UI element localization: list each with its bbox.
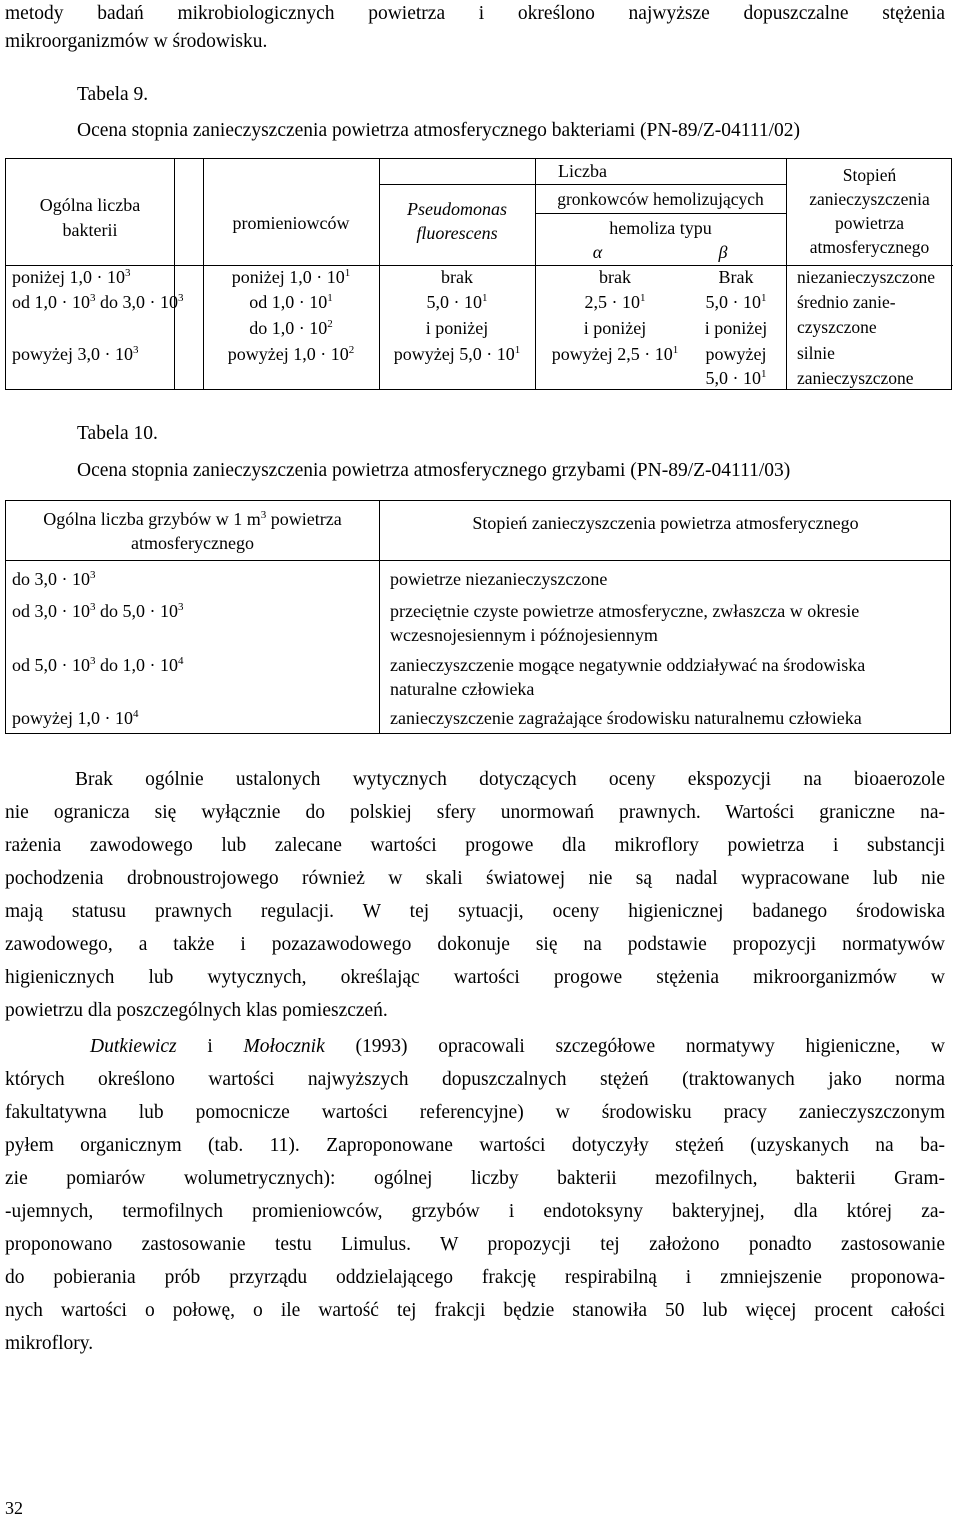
t9-stopien-row-2: średnio zanie- — [797, 292, 896, 312]
t9-header-total: Ogólna liczba bakterii — [39, 195, 141, 240]
t9-stopien-row-1: niezanieczyszczone — [797, 267, 935, 287]
p2-line: zie pomiarów wolumetrycznych): ogólnej liczby bakterii mezofilnych, bakterii Gram- — [5, 1168, 945, 1189]
t9-pseudo-row-3: i poniżej — [425, 318, 489, 338]
table9-label: Tabela 9. — [77, 84, 149, 105]
t9-prom-row-3: do $1,0 \cdot 10^2$ — [249, 318, 333, 338]
p2-line: mikroflory. — [5, 1333, 94, 1354]
t9-header-promieniowcow: promieniowców — [232, 213, 350, 233]
table10-label: Tabela 10. — [77, 423, 158, 444]
t9-stopien-row-5: zanieczyszczone — [797, 368, 914, 388]
p1-line: rażenia zawodowego lub zalecane wartości progowe dla mikroflory powietrza i substancji — [5, 835, 945, 856]
t9-pseudo-row-2: $5,0 \cdot 10^1$ — [426, 292, 488, 312]
t9-total-row-1: poniżej $1,0 \cdot 10^3$ — [12, 267, 131, 287]
t10-row-4-left: powyżej $1,0 \cdot 10^4$ — [12, 708, 139, 728]
t9-beta-row-1: Brak — [718, 267, 754, 287]
t9-header-stopien: Stopień zanieczyszczenia powietrza atmosferycznego — [809, 165, 930, 257]
t9-beta-row-2: $5,0 \cdot 10^1$ — [705, 292, 767, 312]
t10-row-1-right: powietrze niezanieczyszczone — [390, 569, 608, 589]
t9-total-row-3: powyżej $3,0 \cdot 10^3$ — [12, 344, 139, 364]
t9-pseudo-row-4: powyżej $5,0 \cdot 10^1$ — [393, 344, 521, 364]
t9-header-hemoliza: hemoliza typu — [609, 218, 712, 238]
table10 — [5, 500, 951, 734]
t9-beta-row-4: powyżej — [705, 344, 767, 364]
t9-beta-row-5: $5,0 \cdot 10^1$ — [705, 368, 767, 388]
t9-header-alpha: α — [592, 242, 603, 262]
t9-header-liczba: Liczba — [558, 161, 607, 181]
p2-line: proponowano zastosowanie testu Limulus. W propozycji tej założono ponadto zastosowanie — [5, 1234, 945, 1255]
t9-total-row-2: od $1,0 \cdot 10^3$ do $3,0 \cdot 10^3$ — [12, 292, 184, 312]
t10-row-3-left: od $5,0 \cdot 10^3$ do $1,0 \cdot 10^4$ — [12, 655, 184, 675]
p2-line: pyłem organicznym (tab. 11). Zaproponowane wartości dotyczyły stężeń (uzyskanych na ba- — [5, 1135, 945, 1156]
p2-line: fakultatywna lub pomocnicze wartości referencyjne) w środowisku pracy zanieczyszczonym — [5, 1102, 945, 1123]
p1-line: pochodzenia drobnoustrojowego również w skali światowej nie są nadal wypracowane lub nie — [5, 868, 945, 889]
p1-line: higienicznych lub wytycznych, określając wartości progowe stężenia mikroorganizmów w — [5, 967, 945, 988]
p1-line: Brak ogólnie ustalonych wytycznych dotyczących oceny ekspozycji na bioaerozole — [75, 769, 945, 790]
t10-row-4-right: zanieczyszczenie zagrażające środowisku naturalnemu człowieka — [390, 708, 862, 728]
t9-alpha-row-2: $2,5 \cdot 10^1$ — [584, 292, 646, 312]
p1-line: zawodowego, a także i pozazawodowego dokonuje się na podstawie propozycji normatywów — [5, 934, 945, 955]
t9-header-gronkowcow: gronkowców hemolizujących — [557, 189, 764, 209]
t9-pseudo-row-1: brak — [441, 267, 473, 287]
author-dutkiewicz: Dutkiewicz — [90, 1036, 177, 1057]
t9-alpha-row-1: brak — [599, 267, 631, 287]
author-molocznik: Mołocznik — [243, 1036, 325, 1057]
t9-alpha-row-4: powyżej $2,5 \cdot 10^1$ — [551, 344, 679, 364]
paragraph-2 — [5, 1030, 945, 1360]
p2-line: do pobierania prób przyrządu oddzielającego frakcję respirabilną i zmniejszenie proponowa- — [5, 1267, 945, 1288]
intro-line-2: mikroorganizmów w środowisku. — [5, 31, 268, 52]
table9 — [5, 158, 952, 390]
p1-line: powietrzu dla poszczególnych klas pomieszczeń. — [5, 1000, 388, 1021]
p2-line: których określono wartości najwyższych dopuszczalnych stężeń (traktowanych jako norma — [5, 1069, 945, 1090]
page-number: 32 — [5, 1498, 23, 1518]
p1-line: mają statusu prawnych regulacji. W tej sytuacji, oceny higienicznej badanego środowiska — [5, 901, 945, 922]
t10-row-3-right: zanieczyszczenie mogące negatywnie oddziaływać na środowiska naturalne człowieka — [390, 655, 866, 699]
t10-header-left: Ogólna liczba grzybów w 1 $m^3$ powietrza atmosferycznego — [43, 509, 342, 553]
t9-prom-row-1: poniżej $1,0 \cdot 10^1$ — [231, 267, 351, 287]
p1-line: nie ogranicza się wyłącznie do polskiej sfery unormowań prawnych. Wartości graniczne na- — [5, 802, 945, 823]
t9-beta-row-3: i poniżej — [704, 318, 768, 338]
table9-title: Ocena stopnia zanieczyszczenia powietrza atmosferycznego bakteriami (PN-89/Z-04111/02) — [77, 120, 800, 141]
t9-prom-row-4: powyżej $1,0 \cdot 10^2$ — [227, 344, 355, 364]
t9-alpha-row-3: i poniżej — [583, 318, 647, 338]
p2-line-1: Dutkiewicz i Mołocznik (1993) opracowali szczegółowe normatywy higieniczne, w — [90, 1036, 945, 1057]
t10-header-right: Stopień zanieczyszczenia powietrza atmosferycznego — [472, 513, 859, 533]
paragraph-1 — [5, 763, 945, 1027]
p2-line: nych wartości o połowę, o ile wartość tej frakcji będzie stanowiła 50 lub więcej procent całości — [5, 1300, 945, 1321]
table10-title: Ocena stopnia zanieczyszczenia powietrza atmosferycznego grzybami (PN-89/Z-04111/03) — [77, 460, 791, 481]
p2-line: -ujemnych, termofilnych promieniowców, grzybów i endotoksyny bakteryjnej, dla której za- — [5, 1201, 945, 1222]
t10-row-2-left: od $3,0 \cdot 10^3$ do $5,0 \cdot 10^3$ — [12, 601, 184, 621]
intro-line-1: metody badań mikrobiologicznych powietrza i określono najwyższe dopuszczalne stężenia — [5, 3, 945, 24]
t9-header-beta: β — [718, 242, 728, 262]
t9-prom-row-2: od $1,0 \cdot 10^1$ — [249, 292, 333, 312]
t9-stopien-row-4: silnie — [797, 343, 835, 363]
t9-stopien-row-3: czyszczone — [797, 317, 877, 337]
t10-row-2-right: przeciętnie czyste powietrze atmosferyczne, zwłaszcza w okresie wczesnojesiennym i późnojesiennym — [390, 601, 860, 645]
t10-row-1-left: do $3,0 \cdot 10^3$ — [12, 569, 96, 589]
t9-header-pseudomonas: Pseudomonas fluorescens — [407, 199, 507, 243]
